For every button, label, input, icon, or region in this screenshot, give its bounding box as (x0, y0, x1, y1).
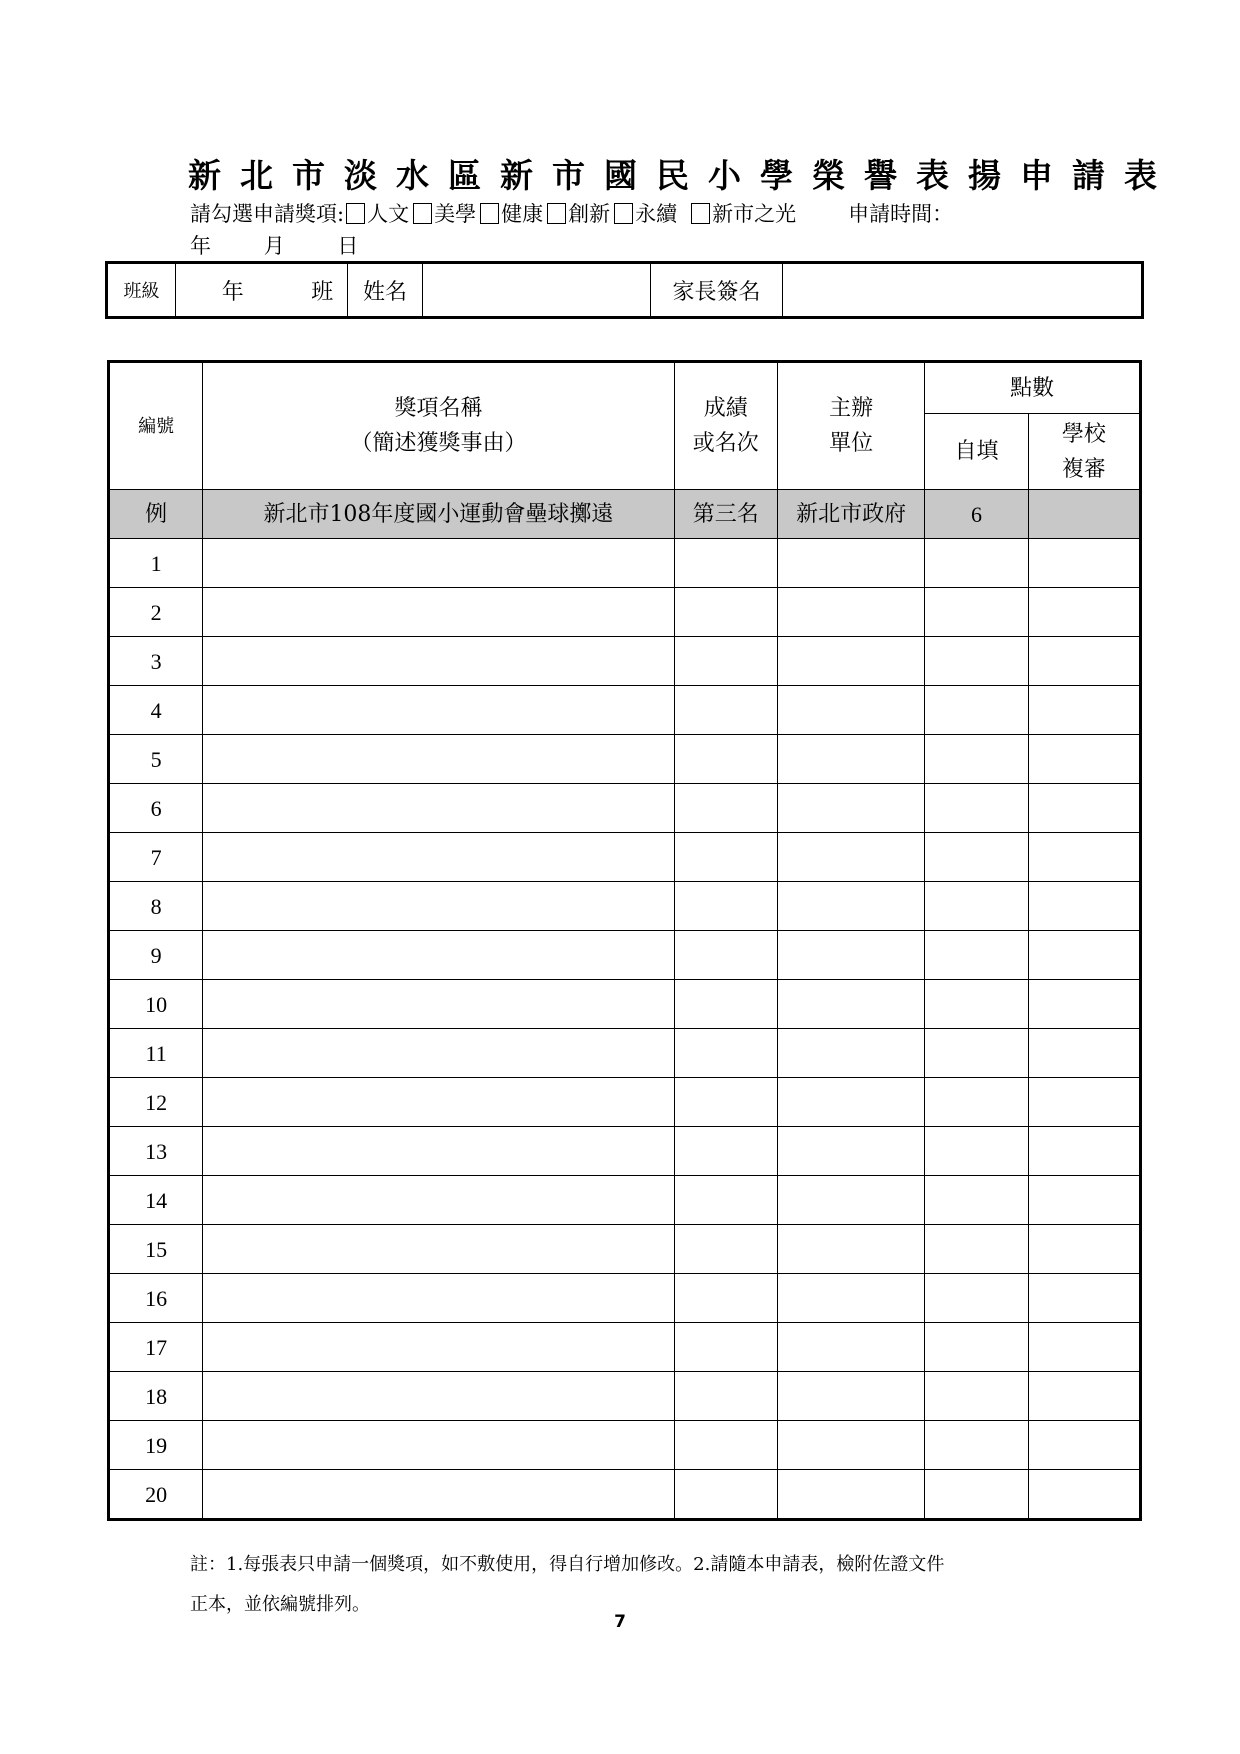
row-self-fill[interactable] (925, 1127, 1028, 1176)
row-number: 19 (109, 1421, 203, 1470)
row-self-fill[interactable] (925, 1176, 1028, 1225)
row-number: 15 (109, 1225, 203, 1274)
row-result[interactable] (674, 833, 777, 882)
date-year-label: 年 (190, 234, 211, 258)
row-number: 6 (109, 784, 203, 833)
row-result[interactable] (674, 1176, 777, 1225)
row-number: 17 (109, 1323, 203, 1372)
award-option-health[interactable]: 健康 (480, 198, 543, 228)
row-organizer[interactable] (777, 1421, 924, 1470)
checkbox-icon[interactable] (413, 203, 432, 224)
row-school-review[interactable] (1028, 735, 1140, 784)
row-award-name[interactable] (203, 980, 674, 1029)
header-school-review: 學校 複審 (1028, 414, 1140, 490)
award-option-xinshi-light[interactable]: 新市之光 (691, 198, 796, 228)
checkbox-icon[interactable] (691, 203, 710, 224)
parent-sign-label: 家長簽名 (651, 264, 783, 316)
row-organizer[interactable] (777, 1078, 924, 1127)
header-points: 點數 (925, 362, 1141, 414)
row-self-fill[interactable] (925, 931, 1028, 980)
apply-time-label: 申請時間： (848, 202, 954, 226)
header-organizer: 主辦 單位 (777, 362, 924, 490)
row-result[interactable] (674, 1078, 777, 1127)
row-organizer[interactable] (777, 1323, 924, 1372)
row-school-review[interactable] (1028, 1470, 1140, 1520)
row-result[interactable] (674, 588, 777, 637)
example-result: 第三名 (674, 490, 777, 539)
row-self-fill[interactable] (925, 539, 1028, 588)
row-self-fill[interactable] (925, 637, 1028, 686)
row-number: 9 (109, 931, 203, 980)
table-row (109, 539, 1141, 588)
row-organizer[interactable] (777, 931, 924, 980)
checkbox-icon[interactable] (480, 203, 499, 224)
table-row (109, 637, 1141, 686)
row-organizer[interactable] (777, 784, 924, 833)
student-info-table (105, 261, 1144, 319)
row-self-fill[interactable] (925, 1372, 1028, 1421)
example-number: 例 (109, 490, 203, 539)
footnote-line-1: 註：1.每張表只申請一個獎項，如不敷使用，得自行增加修改。2.請隨本申請表，檢附佐證文件 (190, 1554, 945, 1575)
row-result[interactable] (674, 882, 777, 931)
row-number: 1 (109, 539, 203, 588)
row-number: 2 (109, 588, 203, 637)
row-result[interactable] (674, 539, 777, 588)
row-school-review[interactable] (1028, 637, 1140, 686)
apply-date-line (190, 230, 384, 260)
row-organizer[interactable] (777, 980, 924, 1029)
row-award-name[interactable] (203, 637, 674, 686)
table-row (109, 1029, 1141, 1078)
header-result: 成績 或名次 (674, 362, 777, 490)
table-row (109, 784, 1141, 833)
row-school-review[interactable] (1028, 1421, 1140, 1470)
row-result[interactable] (674, 637, 777, 686)
table-row (109, 1225, 1141, 1274)
table-row (109, 980, 1141, 1029)
name-field[interactable] (423, 264, 651, 316)
row-self-fill[interactable] (925, 980, 1028, 1029)
award-option-aesthetics[interactable]: 美學 (413, 198, 476, 228)
row-organizer[interactable] (777, 637, 924, 686)
header-self-fill: 自填 (925, 414, 1028, 490)
table-row (109, 1470, 1141, 1520)
row-result[interactable] (674, 1127, 777, 1176)
row-award-name[interactable] (203, 882, 674, 931)
row-organizer[interactable] (777, 833, 924, 882)
row-school-review[interactable] (1028, 931, 1140, 980)
award-select-prefix: 請勾選申請獎項: (190, 202, 345, 226)
row-result[interactable] (674, 735, 777, 784)
page-number: 7 (614, 1612, 626, 1632)
form-title: 新北市淡水區新市國民小學榮譽表揚申請表 (188, 156, 1176, 195)
row-organizer[interactable] (777, 1372, 924, 1421)
row-award-name[interactable] (203, 539, 674, 588)
date-month-label: 月 (263, 234, 285, 258)
row-number: 18 (109, 1372, 203, 1421)
row-self-fill[interactable] (925, 1225, 1028, 1274)
name-label: 姓名 (348, 264, 423, 316)
row-result[interactable] (674, 1029, 777, 1078)
table-row (109, 735, 1141, 784)
table-row (109, 1421, 1141, 1470)
row-school-review[interactable] (1028, 686, 1140, 735)
row-award-name[interactable] (203, 588, 674, 637)
row-number: 20 (109, 1470, 203, 1520)
row-organizer[interactable] (777, 735, 924, 784)
row-school-review[interactable] (1028, 1127, 1140, 1176)
row-self-fill[interactable] (925, 686, 1028, 735)
row-number: 3 (109, 637, 203, 686)
award-option-humanities[interactable]: 人文 (346, 198, 409, 228)
row-number: 11 (109, 1029, 203, 1078)
row-number: 4 (109, 686, 203, 735)
row-number: 7 (109, 833, 203, 882)
row-number: 12 (109, 1078, 203, 1127)
row-school-review[interactable] (1028, 1225, 1140, 1274)
table-row (109, 931, 1141, 980)
row-school-review[interactable] (1028, 980, 1140, 1029)
row-award-name[interactable] (203, 686, 674, 735)
row-result[interactable] (674, 931, 777, 980)
row-self-fill[interactable] (925, 588, 1028, 637)
row-school-review[interactable] (1028, 1372, 1140, 1421)
example-award-name: 新北市108年度國小運動會壘球擲遠 (203, 490, 674, 539)
row-school-review[interactable] (1028, 588, 1140, 637)
example-row (109, 490, 1141, 539)
row-number: 16 (109, 1274, 203, 1323)
row-self-fill[interactable] (925, 1029, 1028, 1078)
checkbox-icon[interactable] (346, 203, 365, 224)
row-number: 5 (109, 735, 203, 784)
row-result[interactable] (674, 1225, 777, 1274)
row-organizer[interactable] (777, 1470, 924, 1520)
row-result[interactable] (674, 1470, 777, 1520)
row-award-name[interactable] (203, 1372, 674, 1421)
row-result[interactable] (674, 784, 777, 833)
row-number: 10 (109, 980, 203, 1029)
row-organizer[interactable] (777, 588, 924, 637)
row-school-review[interactable] (1028, 784, 1140, 833)
row-award-name[interactable] (203, 784, 674, 833)
row-award-name[interactable] (203, 1274, 674, 1323)
row-award-name[interactable] (203, 1176, 674, 1225)
table-row (109, 1323, 1141, 1372)
table-row (109, 833, 1141, 882)
row-organizer[interactable] (777, 1127, 924, 1176)
award-table (107, 360, 1142, 1521)
row-number: 13 (109, 1127, 203, 1176)
table-row (109, 1078, 1141, 1127)
row-self-fill[interactable] (925, 833, 1028, 882)
parent-sign-field[interactable] (783, 264, 1141, 316)
row-self-fill[interactable] (925, 1274, 1028, 1323)
award-option-sustainability[interactable]: 永續 (614, 198, 677, 228)
row-school-review[interactable] (1028, 833, 1140, 882)
row-award-name[interactable] (203, 833, 674, 882)
row-self-fill[interactable] (925, 882, 1028, 931)
row-award-name[interactable] (203, 735, 674, 784)
row-organizer[interactable] (777, 686, 924, 735)
footnote-line-2: 正本，並依編號排列。 (190, 1594, 370, 1615)
row-award-name[interactable] (203, 931, 674, 980)
row-award-name[interactable] (203, 1225, 674, 1274)
row-school-review[interactable] (1028, 1274, 1140, 1323)
row-school-review[interactable] (1028, 539, 1140, 588)
row-result[interactable] (674, 686, 777, 735)
row-organizer[interactable] (777, 1176, 924, 1225)
class-unit-label: 班 (311, 279, 334, 305)
table-row (109, 1372, 1141, 1421)
award-select-line (190, 198, 953, 228)
year-label: 年 (221, 279, 244, 305)
example-organizer: 新北市政府 (777, 490, 924, 539)
table-row (109, 686, 1141, 735)
row-award-name[interactable] (203, 1029, 674, 1078)
table-row (109, 588, 1141, 637)
row-result[interactable] (674, 1274, 777, 1323)
row-result[interactable] (674, 1421, 777, 1470)
table-row (109, 882, 1141, 931)
row-self-fill[interactable] (925, 735, 1028, 784)
row-result[interactable] (674, 1323, 777, 1372)
row-result[interactable] (674, 980, 777, 1029)
table-row (109, 1127, 1141, 1176)
row-organizer[interactable] (777, 539, 924, 588)
row-school-review[interactable] (1028, 1078, 1140, 1127)
class-field[interactable] (176, 264, 348, 316)
row-award-name[interactable] (203, 1127, 674, 1176)
row-number: 14 (109, 1176, 203, 1225)
row-self-fill[interactable] (925, 784, 1028, 833)
row-self-fill[interactable] (925, 1470, 1028, 1520)
date-day-label: 日 (337, 234, 359, 258)
checkbox-icon[interactable] (614, 203, 633, 224)
example-self-fill: 6 (925, 490, 1028, 539)
row-school-review[interactable] (1028, 1029, 1140, 1078)
row-organizer[interactable] (777, 1274, 924, 1323)
table-row (109, 1176, 1141, 1225)
table-row (109, 1274, 1141, 1323)
example-school-review (1028, 490, 1140, 539)
header-number: 編號 (109, 362, 203, 490)
row-school-review[interactable] (1028, 1176, 1140, 1225)
row-organizer[interactable] (777, 1225, 924, 1274)
row-self-fill[interactable] (925, 1421, 1028, 1470)
row-school-review[interactable] (1028, 882, 1140, 931)
checkbox-icon[interactable] (547, 203, 566, 224)
row-award-name[interactable] (203, 1323, 674, 1372)
row-organizer[interactable] (777, 882, 924, 931)
row-result[interactable] (674, 1372, 777, 1421)
row-self-fill[interactable] (925, 1323, 1028, 1372)
row-award-name[interactable] (203, 1078, 674, 1127)
header-award-name: 獎項名稱 （簡述獲獎事由） (203, 362, 674, 490)
award-option-innovation[interactable]: 創新 (547, 198, 610, 228)
row-organizer[interactable] (777, 1029, 924, 1078)
row-award-name[interactable] (203, 1421, 674, 1470)
row-self-fill[interactable] (925, 1078, 1028, 1127)
row-award-name[interactable] (203, 1470, 674, 1520)
row-school-review[interactable] (1028, 1323, 1140, 1372)
row-number: 8 (109, 882, 203, 931)
class-label: 班級 (108, 264, 176, 316)
